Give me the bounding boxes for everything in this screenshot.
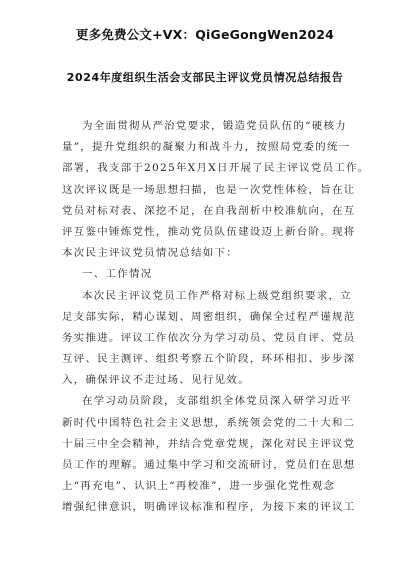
body-line: 员工作的理解。通过集中学习和交流研讨，党员们在思想	[62, 459, 356, 471]
watermark-header: 更多免费公文+VX：QiGeGongWen2024	[75, 27, 335, 42]
document-title: 2024年度组织生活会支部民主评议党员情况总结报告	[66, 71, 344, 84]
body-line: 增强纪律意识，明确评议标准和程序，为接下来的评议工	[62, 501, 356, 514]
body-line: 党员对标对表、深挖不足，在自我剖析中校准航向，在互	[62, 204, 356, 217]
document-body	[62, 116, 370, 519]
body-line: 评互鉴中锤炼党性，推动党员队伍建设迈上新台阶。现将	[62, 225, 356, 238]
body-line: 新时代中国特色社会主义思想，系统领会党的二十大和二	[62, 416, 356, 429]
body-line: 上“再充电”、认识上“再校准”，进一步强化党性观念	[62, 480, 336, 493]
body-line: 十届三中全会精神，并结合党章党规，深化对民主评议党	[62, 437, 356, 450]
section-heading: 一、工作情况	[82, 268, 153, 281]
body-line: 本次民主评议党员情况总结如下：	[62, 247, 239, 260]
body-line: 务实推进。评议工作依次分为学习动员、党员自评、党员	[62, 331, 356, 344]
body-line: 这次评议既是一场思想扫描，也是一次党性体检，旨在让	[62, 183, 356, 196]
body-line: 本次民主评议党员工作严格对标上级党组织要求，立	[82, 289, 353, 302]
body-line: 为全面贯彻从严治党要求，锻造党员队伍的“硬核力	[82, 120, 347, 132]
body-line: 在学习动员阶段，支部组织全体党员深入研学习近平	[82, 395, 353, 408]
body-line: 量”，提升党组织的凝聚力和战斗力，按照局党委的统一	[62, 141, 351, 154]
body-line: 部署，我支部于2025年X月X日开展了民主评议党员工作。	[62, 162, 370, 175]
body-line: 足支部实际，精心谋划、周密组织，确保全过程严谨规范	[62, 310, 356, 323]
body-line: 入，确保评议不走过场、见行见效。	[62, 374, 250, 387]
body-line: 互评、民主测评、组织考察五个阶段，环环相扣、步步深	[62, 353, 356, 366]
